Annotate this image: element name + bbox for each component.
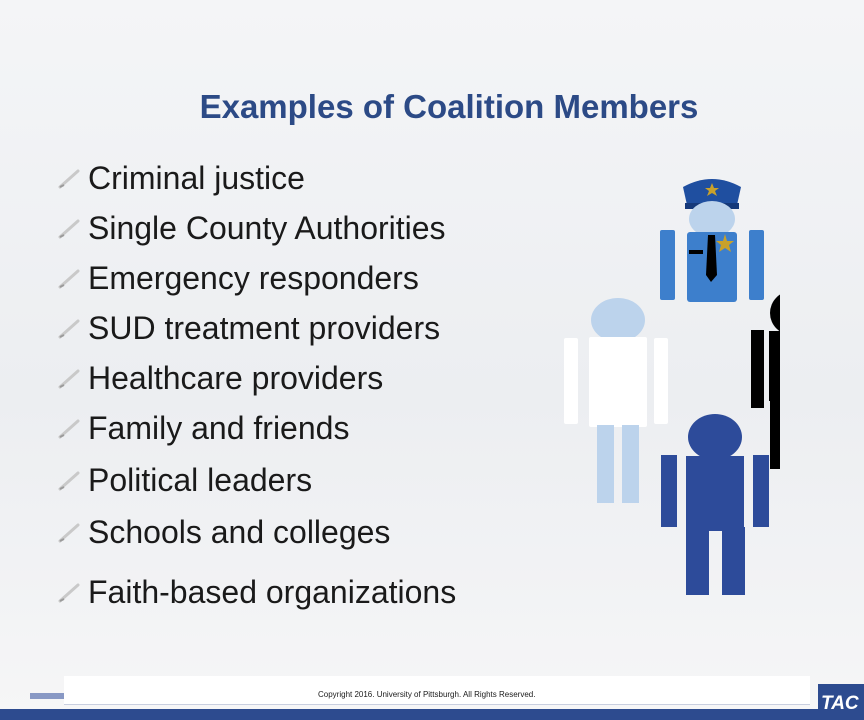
pencil-stroke-icon xyxy=(56,519,84,547)
list-item-label: Family and friends xyxy=(88,410,350,446)
copyright-notice: Copyright 2016. University of Pittsburgh. All Rights Reserved. xyxy=(318,690,536,699)
list-item xyxy=(56,574,456,611)
dark-blue-person-figure xyxy=(661,414,769,595)
list-item-label: Schools and colleges xyxy=(88,514,391,550)
tac-logo-icon xyxy=(818,684,864,720)
list-item-label: Faith-based organizations xyxy=(88,574,457,610)
list-item xyxy=(56,210,446,247)
coalition-people-illustration xyxy=(555,175,780,605)
list-item xyxy=(56,160,305,197)
list-item-label: Single County Authorities xyxy=(88,210,446,246)
business-person xyxy=(751,291,780,469)
list-item xyxy=(56,310,440,347)
pencil-stroke-icon xyxy=(56,579,84,607)
list-item xyxy=(56,462,312,499)
list-item-label: Criminal justice xyxy=(88,160,305,196)
police-officer-figure xyxy=(660,179,764,302)
list-item xyxy=(56,260,419,297)
list-item-label: Emergency responders xyxy=(88,260,419,296)
pencil-stroke-icon xyxy=(56,365,84,393)
pencil-stroke-icon xyxy=(56,165,84,193)
list-item xyxy=(56,410,349,447)
pencil-stroke-icon xyxy=(56,265,84,293)
pencil-stroke-icon xyxy=(56,315,84,343)
list-item xyxy=(56,514,390,551)
list-item-label: SUD treatment providers xyxy=(88,310,441,346)
tac-logo-text: TAC xyxy=(821,693,859,714)
light-blue-person-figure xyxy=(564,298,668,503)
list-item xyxy=(56,360,383,397)
footer-bottom-bar xyxy=(0,709,864,720)
pencil-stroke-icon xyxy=(56,215,84,243)
pencil-stroke-icon xyxy=(56,415,84,443)
pencil-stroke-icon xyxy=(56,467,84,495)
list-item-label: Political leaders xyxy=(88,462,313,498)
slide-title: Examples of Coalition Members xyxy=(199,88,699,125)
list-item-label: Healthcare providers xyxy=(88,360,384,396)
